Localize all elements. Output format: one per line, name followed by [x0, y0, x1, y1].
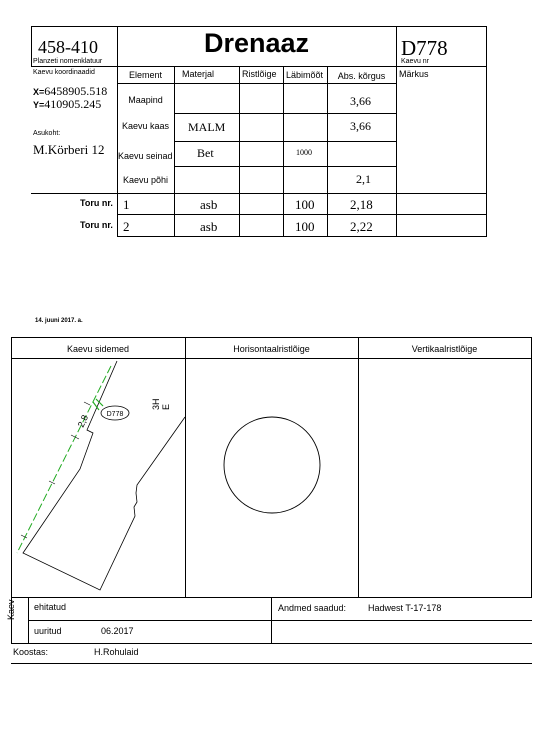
col-header-diameter: Läbimõõt — [286, 70, 324, 80]
pipe-nr: 2 — [123, 219, 130, 234]
tick-mark — [49, 481, 55, 484]
page-title: Drenaaz — [203, 28, 310, 58]
well-circle — [224, 417, 320, 513]
section-title-horizontal: Horisontaalristlõige — [233, 344, 310, 354]
row-element: Kaevu seinad — [118, 151, 173, 161]
section-title-vertical: Vertikaalristlõige — [411, 344, 478, 354]
y-label: Y= — [33, 100, 45, 110]
tick-mark — [84, 402, 90, 405]
dimension-label: 2,8 — [75, 413, 91, 429]
surveyed-value: 06.2017 — [101, 626, 134, 636]
row-height: 3,66 — [350, 94, 371, 108]
location-value: M.Körberi 12 — [33, 142, 105, 157]
well-id: D778 — [401, 36, 448, 60]
col-header-material: Materjal — [182, 69, 215, 79]
pipe-material: asb — [200, 219, 218, 234]
pipe-material: asb — [200, 197, 218, 212]
building-outline — [23, 361, 185, 590]
pipe-height: 2,18 — [350, 197, 373, 212]
location-label: Asukoht: — [33, 130, 61, 137]
col-header-cross: Ristlõige — [242, 69, 277, 79]
data-source-label: Andmed saadud: — [278, 603, 347, 613]
row-height: 2,1 — [356, 172, 371, 186]
well-label: D778 — [106, 411, 124, 418]
pipe-label: Toru nr. — [80, 220, 113, 230]
well-id-caption: Kaevu nr — [401, 58, 430, 65]
x-label: X= — [33, 87, 45, 97]
horizontal-section-drawing — [186, 359, 358, 597]
section-title-connections: Kaevu sidemed — [66, 344, 130, 354]
tag-a: 3H — [151, 398, 161, 410]
pipe-nr: 1 — [123, 197, 130, 212]
col-header-height: Abs. kõrgus — [337, 71, 386, 81]
x-value: 6458905.518 — [44, 84, 108, 98]
built-label: ehitatud — [34, 602, 67, 612]
pipe-height: 2,22 — [350, 219, 373, 234]
pipe-line — [17, 366, 111, 553]
col-header-remarks: Märkus — [399, 69, 429, 79]
data-source-value: Hadwest T-17-178 — [368, 603, 442, 613]
row-material: Bet — [197, 146, 214, 160]
row-material: MALM — [188, 120, 226, 134]
side-label: Kaev — [6, 599, 16, 620]
surveyed-label: uuritud — [34, 626, 62, 636]
row-diameter: 1000 — [296, 148, 312, 157]
col-header-element: Element — [128, 70, 163, 80]
document-date: 14. juuni 2017. a. — [35, 318, 83, 324]
row-element: Kaevu kaas — [121, 121, 170, 131]
y-value: 410905.245 — [44, 97, 102, 111]
compiled-label: Koostas: — [13, 647, 49, 657]
pipe-label: Toru nr. — [80, 198, 113, 208]
coord-label: Kaevu koordinaadid — [33, 69, 95, 76]
pipe-diameter: 100 — [295, 219, 315, 234]
row-height: 3,66 — [350, 119, 371, 133]
connections-sketch — [11, 358, 185, 597]
compiled-value: H.Rohulaid — [94, 647, 139, 657]
y-coordinate — [33, 95, 101, 113]
row-element: Kaevu põhi — [122, 175, 169, 185]
marker-line — [96, 399, 103, 406]
nomenclature-caption: Planzeti nomenklatuur — [33, 58, 103, 65]
tag-b: E — [161, 403, 171, 410]
pipe-diameter: 100 — [295, 197, 315, 212]
row-element: Maapind — [128, 95, 163, 105]
nomenclature-code: 458-410 — [38, 37, 98, 57]
